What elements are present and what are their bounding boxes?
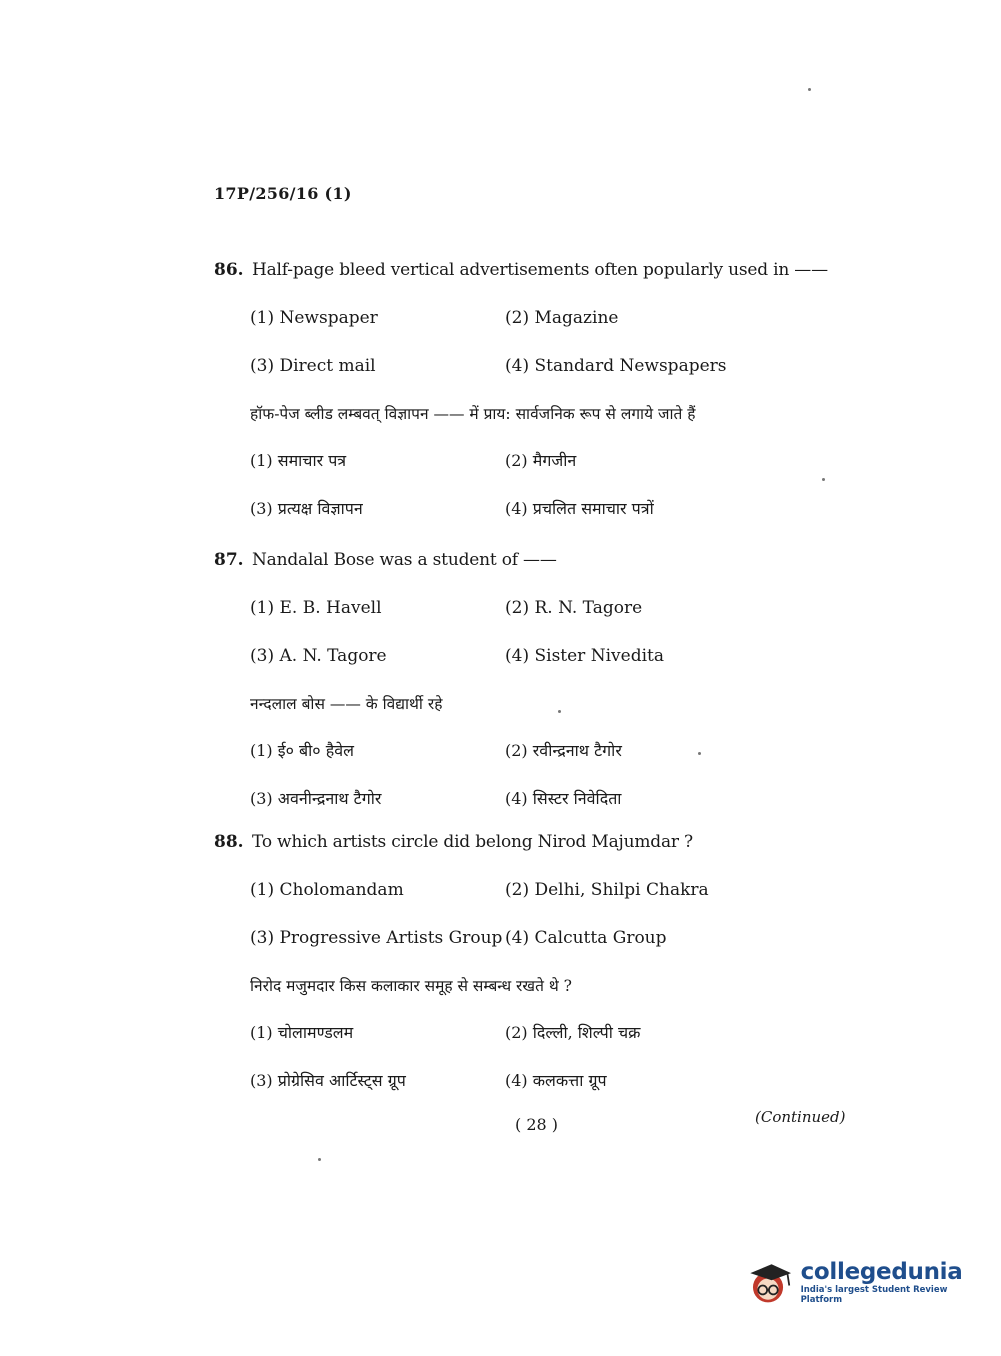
option-2: (2) Magazine — [505, 308, 619, 328]
hindi-option-2: (2) दिल्ली, शिल्पी चक्र — [505, 1023, 641, 1042]
option-4: (4) Calcutta Group — [505, 928, 667, 948]
scan-speck — [318, 1158, 321, 1161]
hindi-question-text: नन्दलाल बोस —— के विद्यार्थी रहे — [250, 695, 443, 713]
question-87 — [214, 550, 854, 822]
question-88 — [214, 832, 854, 1104]
scan-speck — [808, 88, 811, 91]
option-2: (2) R. N. Tagore — [505, 598, 643, 618]
hindi-option-3: (3) प्रत्यक्ष विज्ञापन — [250, 499, 363, 518]
paper-code: 17P/256/16 (1) — [214, 184, 352, 203]
hindi-option-2: (2) मैगजीन — [505, 451, 577, 470]
scan-speck — [822, 478, 825, 481]
logo-tagline: India's largest Student Review Platform — [800, 1285, 948, 1305]
question-text: To which artists circle did belong Nirod Majumdar ? — [252, 832, 693, 852]
option-2: (2) Delhi, Shilpi Chakra — [505, 880, 709, 900]
question-number: 87. — [214, 550, 244, 570]
option-3: (3) Progressive Artists Group — [250, 928, 503, 948]
option-1: (1) Cholomandam — [250, 880, 404, 900]
option-3: (3) Direct mail — [250, 356, 376, 376]
scan-speck — [558, 710, 561, 713]
question-number: 86. — [214, 260, 244, 280]
hindi-option-1: (1) ई० बी० हैवेल — [250, 741, 354, 760]
continued-label: (Continued) — [755, 1108, 846, 1126]
option-1: (1) E. B. Havell — [250, 598, 382, 618]
option-1: (1) Newspaper — [250, 308, 378, 328]
logo-name: collegedunia — [800, 1259, 963, 1285]
collegedunia-logo[interactable] — [745, 1252, 970, 1312]
question-text: Nandalal Bose was a student of —— — [252, 550, 557, 570]
scan-speck — [698, 752, 701, 755]
hindi-option-4: (4) कलकत्ता ग्रूप — [505, 1071, 607, 1090]
hindi-option-4: (4) प्रचलित समाचार पत्रों — [505, 499, 654, 518]
hindi-option-3: (3) अवनीन्द्रनाथ टैगोर — [250, 789, 382, 808]
option-3: (3) A. N. Tagore — [250, 646, 387, 666]
question-86 — [214, 260, 854, 532]
hindi-question-text: हॉफ-पेज ब्लीड लम्बवत् विज्ञापन —— में प्राय: सार्वजनिक रूप से लगाये जाते हैं — [250, 405, 696, 423]
hindi-option-3: (3) प्रोग्रेसिव आर्टिस्ट्स ग्रूप — [250, 1071, 406, 1090]
hindi-option-2: (2) रवीन्द्रनाथ टैगोर — [505, 741, 622, 760]
hindi-option-1: (1) चोलामण्डलम — [250, 1023, 354, 1042]
mascot-icon — [745, 1254, 795, 1310]
hindi-option-4: (4) सिस्टर निवेदिता — [505, 789, 622, 808]
question-number: 88. — [214, 832, 244, 852]
question-text: Half-page bleed vertical advertisements often popularly used in —— — [252, 260, 828, 280]
hindi-option-1: (1) समाचार पत्र — [250, 451, 347, 470]
option-4: (4) Standard Newspapers — [505, 356, 727, 376]
hindi-question-text: निरोद मजुमदार किस कलाकार समूह से सम्बन्ध रखते थे ? — [250, 977, 572, 995]
option-4: (4) Sister Nivedita — [505, 646, 664, 666]
page-number: ( 28 ) — [515, 1115, 559, 1134]
